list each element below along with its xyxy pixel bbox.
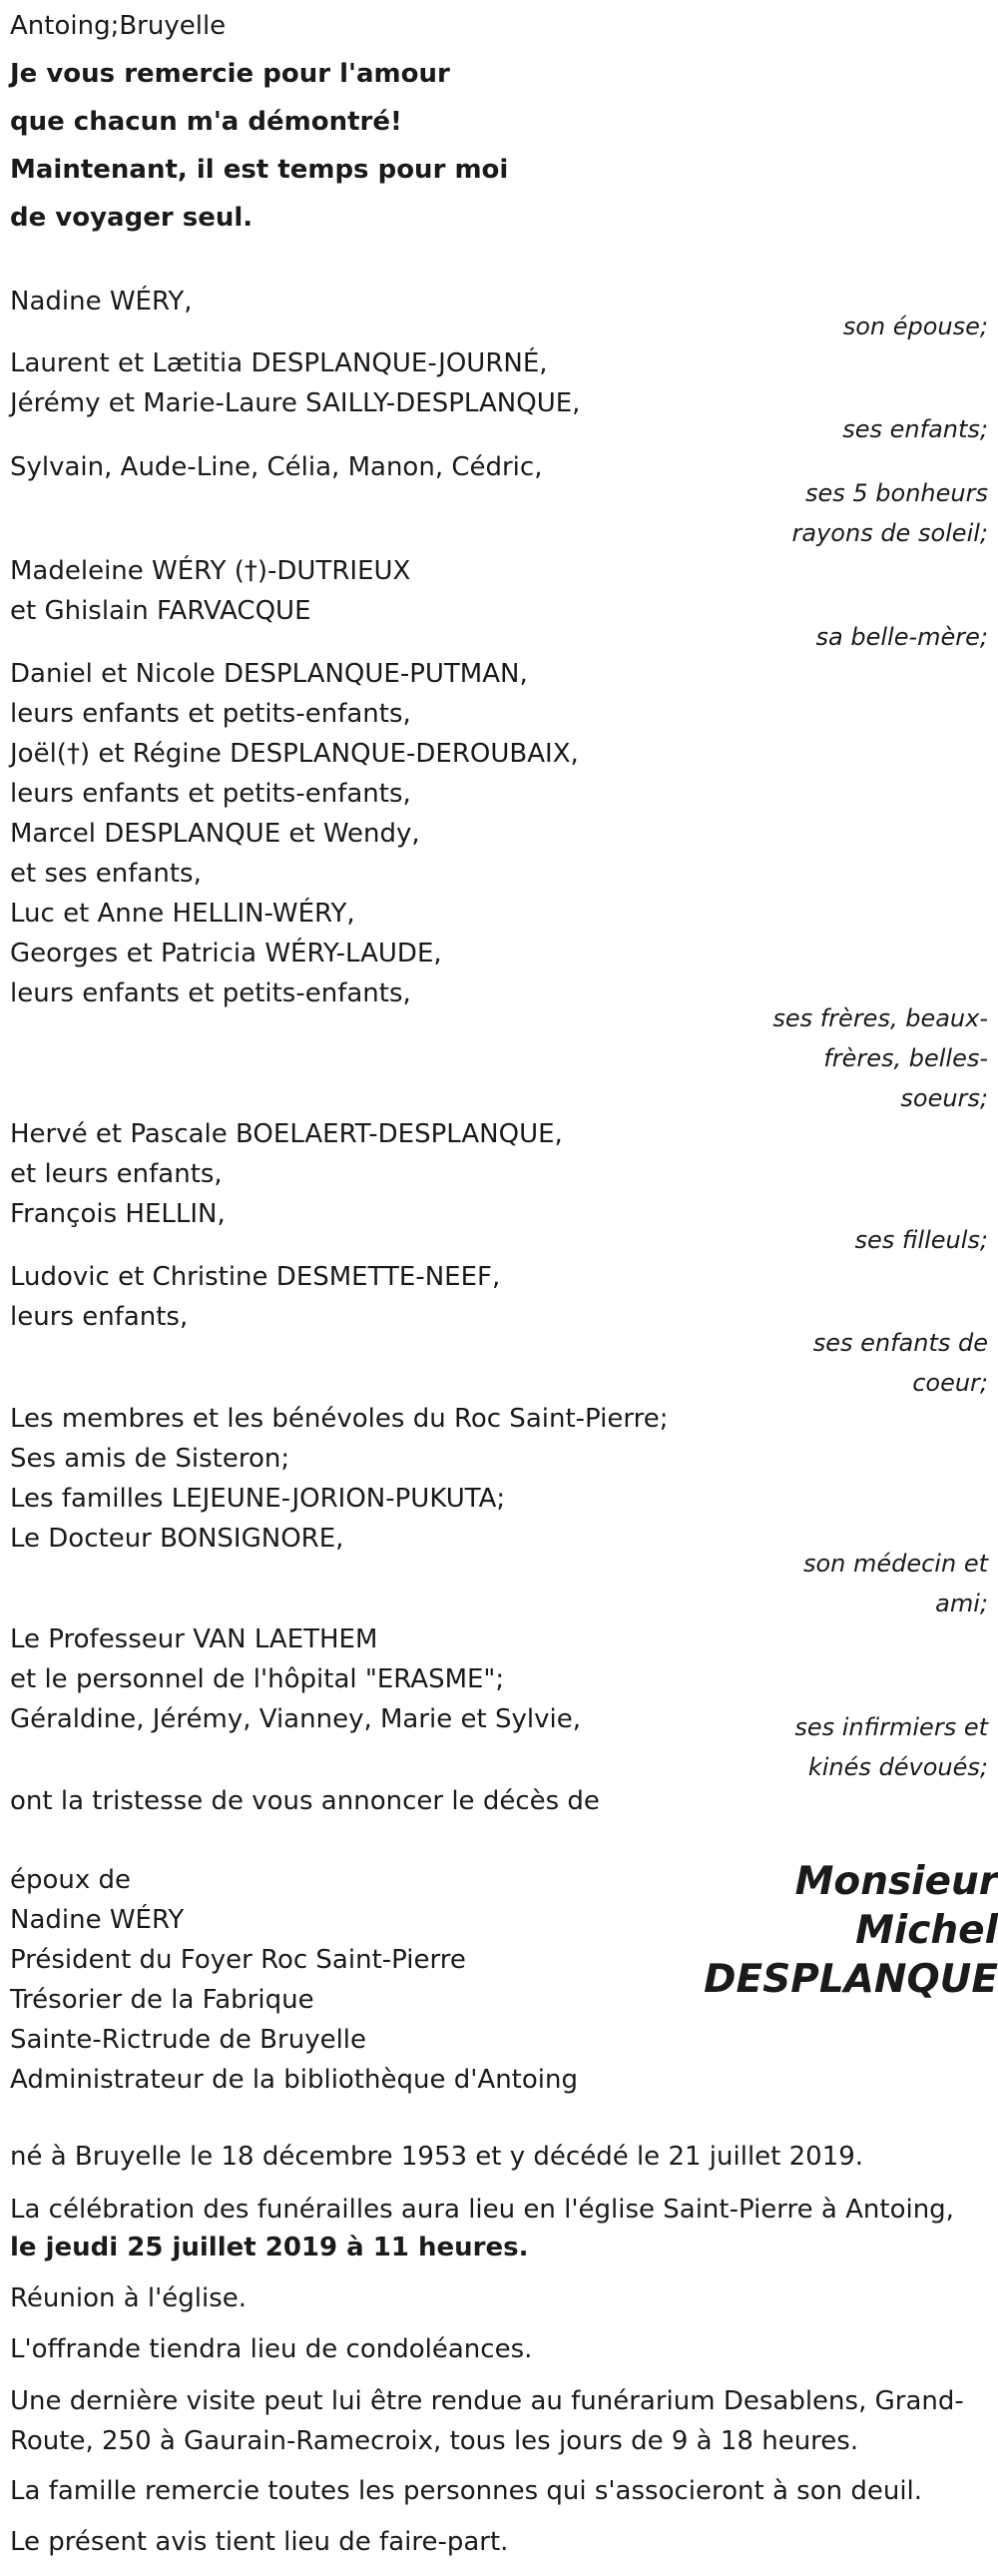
family-role-line: ses filleuls; xyxy=(854,1226,988,1254)
family-role-mother-in-law xyxy=(816,617,988,657)
family-name-line: leurs enfants, xyxy=(10,1302,189,1332)
family-role-line: ses 5 bonheurs xyxy=(805,479,988,507)
family-names-friends xyxy=(10,1399,668,1559)
family-role-line: soeurs; xyxy=(900,1084,988,1112)
intro-quote xyxy=(10,50,508,242)
family-role-doctor xyxy=(803,1544,988,1623)
family-name-line: Marcel DESPLANQUE et Wendy, xyxy=(10,819,420,849)
family-role-line: ami; xyxy=(935,1590,988,1617)
family-name-line: Laurent et Lætitia DESPLANQUE-JOURNÉ, xyxy=(10,348,548,378)
intro-line: Je vous remercie pour l'amour xyxy=(10,59,450,89)
family-role-line: rayons de soleil; xyxy=(791,519,988,547)
family-name-line: et ses enfants, xyxy=(10,859,202,889)
family-name-line: Joël(†) et Régine DESPLANQUE-DEROUBAIX, xyxy=(10,739,579,769)
offering-info: L'offrande tiendra lieu de condoléances. xyxy=(10,2334,533,2364)
family-role-line: kinés dévoués; xyxy=(807,1753,988,1781)
family-role-line: frères, belles- xyxy=(823,1044,988,1072)
intro-line: de voyager seul. xyxy=(10,203,253,233)
visit-line: Une dernière visite peut lui être rendue au funérarium Desablens, Grand- xyxy=(10,2386,964,2416)
family-role-grandchildren xyxy=(792,473,988,553)
deceased-name-line: DESPLANQUE xyxy=(704,1957,998,2002)
family-role-children xyxy=(842,409,988,449)
family-name-line: Ludovic et Christine DESMETTE-NEEF, xyxy=(10,1262,501,1292)
family-role-line: ses infirmiers et xyxy=(794,1713,988,1741)
family-role-line: sa belle-mère; xyxy=(815,623,988,651)
family-names-spouse xyxy=(10,282,193,322)
family-names-grandchildren xyxy=(10,447,542,487)
family-names-children xyxy=(10,343,580,423)
family-role-heart-children xyxy=(813,1323,988,1403)
location: Antoing;Bruyelle xyxy=(10,11,227,41)
family-name-line: Jérémy et Marie-Laure SAILLY-DESPLANQUE, xyxy=(10,388,581,418)
family-name-line: Les membres et les bénévoles du Roc Saint-Pierre; xyxy=(10,1404,669,1434)
visit-line: Route, 250 à Gaurain-Ramecroix, tous les jours de 9 à 18 heures. xyxy=(10,2426,859,2456)
family-names-godchildren xyxy=(10,1114,563,1234)
announcement: ont la tristesse de vous annoncer le décès de xyxy=(10,1786,600,1816)
intro-line: que chacun m'a démontré! xyxy=(10,107,402,137)
family-name-line: Le Docteur BONSIGNORE, xyxy=(10,1524,344,1554)
title-line: Président du Foyer Roc Saint-Pierre xyxy=(10,1945,466,1975)
family-names-mother-in-law xyxy=(10,551,410,631)
family-role-line: ses enfants; xyxy=(842,415,988,443)
family-names-heart-children xyxy=(10,1257,500,1337)
family-role-spouse xyxy=(843,307,988,346)
birth-death-info: né à Bruyelle le 18 décembre 1953 et y décédé le 21 juillet 2019. xyxy=(10,2142,864,2172)
family-name-line: leurs enfants et petits-enfants, xyxy=(10,978,411,1008)
family-role-line: son épouse; xyxy=(842,313,988,340)
deceased-name-line: Monsieur xyxy=(794,1859,998,1904)
deceased-titles xyxy=(10,1860,578,2100)
family-role-line: ses frères, beaux- xyxy=(772,1004,988,1032)
family-name-line: Nadine WÉRY, xyxy=(10,287,193,317)
family-name-line: Les familles LEJEUNE-JORION-PUKUTA; xyxy=(10,1484,506,1514)
title-line: époux de xyxy=(10,1865,132,1895)
family-role-line: son médecin et xyxy=(802,1550,988,1578)
meeting-info: Réunion à l'église. xyxy=(10,2283,248,2313)
family-name-line: Madeleine WÉRY (†)-DUTRIEUX xyxy=(10,556,411,586)
family-name-line: et le personnel de l'hôpital "ERASME"; xyxy=(10,1664,505,1694)
family-role-line: ses enfants de xyxy=(812,1329,988,1357)
family-name-line: Daniel et Nicole DESPLANQUE-PUTMAN, xyxy=(10,659,528,689)
title-line: Sainte-Rictrude de Bruyelle xyxy=(10,2025,367,2055)
family-name-line: leurs enfants et petits-enfants, xyxy=(10,699,411,729)
deceased-name xyxy=(704,1857,998,2004)
family-name-line: et leurs enfants, xyxy=(10,1159,223,1189)
family-name-line: et Ghislain FARVACQUE xyxy=(10,596,311,626)
thanks-info: La famille remercie toutes les personnes qui s'associeront à son deuil. xyxy=(10,2476,923,2506)
family-name-line: Georges et Patricia WÉRY-LAUDE, xyxy=(10,939,442,968)
family-role-line: coeur; xyxy=(912,1369,988,1397)
notice-info: Le présent avis tient lieu de faire-part. xyxy=(10,2527,509,2557)
family-name-line: Luc et Anne HELLIN-WÉRY, xyxy=(10,899,355,929)
intro-line: Maintenant, il est temps pour moi xyxy=(10,155,509,185)
family-role-siblings xyxy=(772,998,988,1118)
family-name-line: François HELLIN, xyxy=(10,1199,226,1229)
family-role-nurses xyxy=(794,1707,988,1787)
family-names-siblings xyxy=(10,654,579,1013)
family-name-line: Le Professeur VAN LAETHEM xyxy=(10,1624,378,1654)
funeral-date: le jeudi 25 juillet 2019 à 11 heures. xyxy=(10,2233,529,2262)
family-names-medical-staff xyxy=(10,1619,581,1739)
family-name-line: Géraldine, Jérémy, Vianney, Marie et Sylvie, xyxy=(10,1704,581,1734)
title-line: Trésorier de la Fabrique xyxy=(10,1985,314,2015)
funeral-info: La célébration des funérailles aura lieu en l'église Saint-Pierre à Antoing, xyxy=(10,2195,954,2225)
title-line: Nadine WÉRY xyxy=(10,1905,185,1935)
family-name-line: Hervé et Pascale BOELAERT-DESPLANQUE, xyxy=(10,1119,563,1149)
family-name-line: Ses amis de Sisteron; xyxy=(10,1444,290,1474)
deceased-name-line: Michel xyxy=(855,1908,998,1953)
family-name-line: leurs enfants et petits-enfants, xyxy=(10,779,411,809)
title-line: Administrateur de la bibliothèque d'Antoing xyxy=(10,2065,578,2095)
family-role-godchildren xyxy=(855,1220,988,1260)
visit-info xyxy=(10,2381,964,2461)
family-name-line: Sylvain, Aude-Line, Célia, Manon, Cédric, xyxy=(10,452,543,482)
